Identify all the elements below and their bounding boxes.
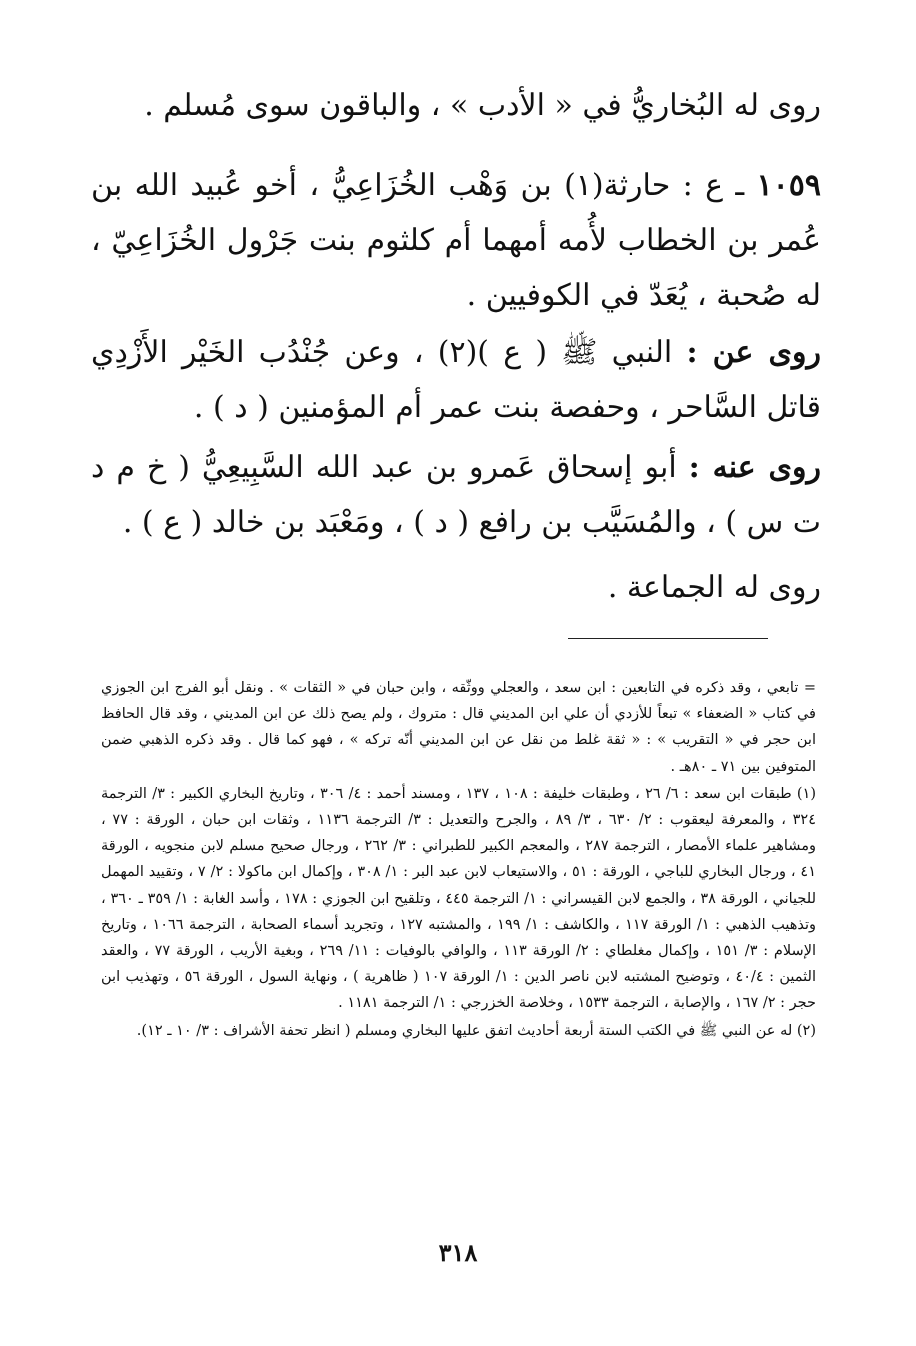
entry-number: ١٠٥٩: [756, 168, 821, 203]
footnote-1: (١) طبقات ابن سعد : ٦/ ٢٦ ، وطبقات خليفة : ١٠٨ ، ١٣٧ ، ومسند أحمد : ٤/ ٣٠٦ ، وتاريخ البخاري الكبير : ٣/ الترجمة ٣٢٤ ، والمعرفة ليعقوب : ٢/ ٦٣٠ ، ٣/ ٨٩ ، والجرح والتعديل : ٣/ الترجمة ١١٣٦ ، وثقات ابن حبان ، الورقة : ٧٧ ، ومشاهير علماء الأمصار ، الترجمة ٢٨٧ ، والمعجم الكبير للطبراني : ٣/ ٢٦٢ ، ورجال صحيح مسلم لابن منجويه ، الورقة ٤١ ، ورجال البخاري للباجي ، الورقة : ٥١ ، والاستيعاب لابن عبد البر : ١/ ٣٠٨ ، وإكمال ابن ماكولا : ٢/ ٧ ، وتقييد المهمل للجياني ، الورقة ٣٨ ، والجمع لابن القيسراني : ١/ الترجمة ٤٤٥ ، وتلقيح ابن الجوزي : ١٧٨ ، وأسد الغابة : ١/ ٣٥٩ ـ ٣٦٠ ، وتذهيب الذهبي : ١/ الورقة ١١٧ ، والكاشف : ١/ ١٩٩ ، والمشتبه ١٢٧ ، وتجريد أسماء الصحابة ، الترجمة ١٠٦٦ ، وتاريخ الإسلام : ٣/ ١٥١ ، وإكمال مغلطاي : ٢/ الورقة ١١٣ ، والوافي بالوفيات : ١١/ ٢٦٩ ، وبغية الأريب ، الورقة ٧٧ ، والعقد الثمين : ٤٠/٤ ، وتوضيح المشتبه لابن ناصر الدين : ١/ الورقة ١٠٧ ( ظاهرية ) ، ونهاية السول ، الورقة ٥٦ ، وتهذيب ابن حجر : ٢/ ١٦٧ ، والإصابة ، الترجمة ١٥٣٣ ، وخلاصة الخزرجي : ١/ الترجمة ١١٨١ .: [101, 785, 817, 1012]
intro-line: روى له البُخاريُّ في « الأدب » ، والباقون سوى مُسلم .: [144, 88, 821, 123]
entry-paragraph-block: [91, 158, 821, 323]
narrated-by-text: أبو إسحاق عَمرو بن عبد الله السَّبِيعِيُّ ( خ م د ت س ) ، والمُسَيَّب بن رافع ( د ) ، ومَعْبَد بن خالد ( ع ) .: [91, 450, 821, 540]
closing-line: روى له الجماعة .: [607, 570, 821, 605]
narrated-from-text: النبي ﷺ ( ع )(٢) ، وعن جُنْدُب الخَيْر الأَزْدِي قاتل السَّاحر ، وحفصة بنت عمر أم المؤمنين ( د ) .: [91, 335, 821, 425]
entry-paragraph: [91, 158, 821, 323]
narrated-from-paragraph: [91, 325, 821, 435]
narrated-by-paragraph: [91, 440, 821, 550]
footnote-continuation: = تابعي ، وقد ذكره في التابعين : ابن سعد ، والعجلي ووثّقه ، وابن حبان في « الثقات » . ونقل أبو الفرج ابن الجوزي في كتاب « الضعفاء » تبعاً للأزدي أن علي ابن المديني قال : متروك ، ولم يصح ذلك عن ابن المديني ، وقد قال الحافظ ابن حجر في « التقريب » : « ثقة غلط من نقل عن ابن المديني أنّه تركه » ، فهو كما قال . وقد ذكره الذهبي ضمن المتوفين بين ٧١ ـ ٨٠هـ .: [101, 680, 816, 775]
footnote-divider: [568, 638, 768, 639]
closing-line-block: [91, 560, 821, 615]
page-number: ٣١٨: [438, 1238, 478, 1267]
narrated-by-label: روى عنه :: [688, 450, 821, 485]
entry-text: ـ ع : حارثة(١) بن وَهْب الخُزَاعِيُّ ، أخو عُبيد الله بن عُمر بن الخطاب لأُمه أمهما أم كلثوم بنت جَرْول الخُزَاعِيّ ، له صُحبة ، يُعَدّ في الكوفيين .: [91, 168, 821, 313]
narrated-from-label: روى عن :: [686, 335, 821, 370]
narrated-from-block: [91, 325, 821, 435]
footnote-2: (٢) له عن النبي ﷺ في الكتب الستة أربعة أحاديث اتفق عليها البخاري ومسلم ( انظر تحفة الأشراف : ٣/ ١٠ ـ ١٢).: [136, 1022, 816, 1039]
footnotes: [101, 675, 816, 1045]
narrated-by-block: [91, 440, 821, 550]
intro-line-block: [91, 78, 821, 133]
